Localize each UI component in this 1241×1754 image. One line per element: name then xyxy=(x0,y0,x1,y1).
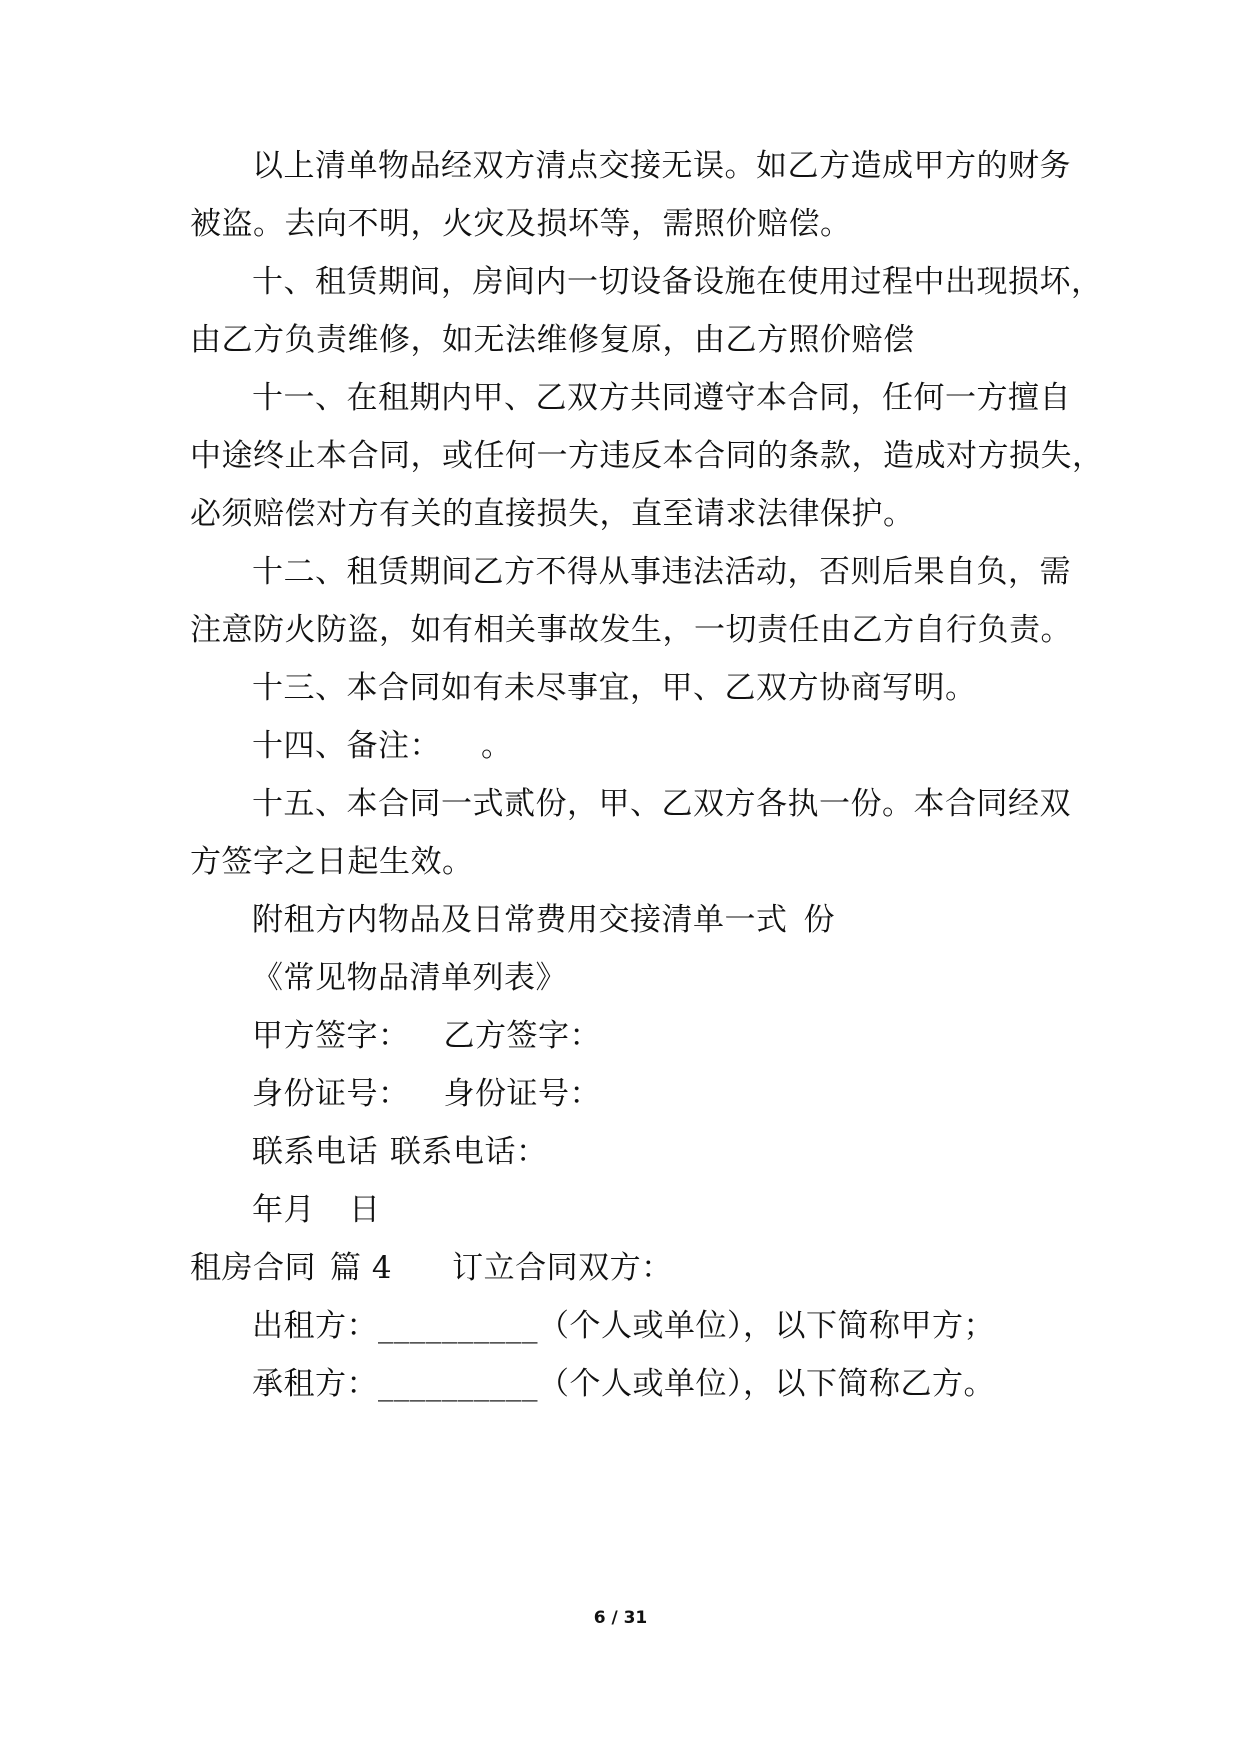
paragraph-line: 被盗。去向不明，火灾及损坏等，需照价赔偿。 xyxy=(190,206,852,242)
clause-12-line: 十二、租赁期间乙方不得从事违法活动，否则后果自负，需 xyxy=(252,554,1071,590)
lessee-description: （个人或单位），以下简称乙方。 xyxy=(538,1366,995,1402)
attachment-unit: 份 xyxy=(803,902,835,938)
clause-13-line: 十三、本合同如有未尽事宜，甲、乙双方协商写明。 xyxy=(252,670,977,706)
date-year-month: 年月 xyxy=(252,1192,315,1228)
lessor-blank: __________ xyxy=(378,1308,538,1344)
lessee-blank: __________ xyxy=(378,1366,538,1402)
clause-12-line: 注意防火防盗，如有相关事故发生，一切责任由乙方自行负责。 xyxy=(190,612,1072,648)
page-number: 6 / 31 xyxy=(593,1608,648,1628)
remarks-label: 十四、备注： xyxy=(252,728,441,764)
party-a-signature-label: 甲方签字： xyxy=(252,1018,410,1054)
date-line xyxy=(252,1190,381,1230)
party-b-phone-label: 联系电话： xyxy=(390,1134,548,1170)
clause-10-line: 由乙方负责维修，如无法维修复原，由乙方照价赔偿 xyxy=(190,322,915,358)
clause-15-line: 十五、本合同一式贰份，甲、乙双方各执一份。本合同经双 xyxy=(252,786,1071,822)
party-a-phone-label: 联系电话 xyxy=(252,1134,378,1170)
clause-11-line: 中途终止本合同，或任何一方违反本合同的条款，造成对方损失， xyxy=(190,438,1104,474)
lessee-label: 承租方： xyxy=(252,1366,378,1402)
contract-heading xyxy=(190,1248,673,1288)
signature-line xyxy=(252,1016,601,1056)
clause-11-line: 必须赔偿对方有关的直接损失，直至请求法律保护。 xyxy=(190,496,915,532)
party-b-signature-label: 乙方签字： xyxy=(443,1018,601,1054)
contract-title: 租房合同 xyxy=(190,1250,316,1286)
clause-14-line xyxy=(252,726,513,766)
lessor-description: （个人或单位），以下简称甲方； xyxy=(538,1308,995,1344)
party-b-id-label: 身份证号： xyxy=(443,1076,601,1112)
attachment-line xyxy=(252,900,835,940)
contract-section: 篇 4 xyxy=(330,1250,393,1286)
clause-10-line: 十、租赁期间，房间内一切设备设施在使用过程中出现损坏， xyxy=(252,264,1103,300)
party-a-id-label: 身份证号： xyxy=(252,1076,410,1112)
lessee-line xyxy=(252,1364,995,1404)
clause-11-line: 十一、在租期内甲、乙双方共同遵守本合同，任何一方擅自 xyxy=(252,380,1071,416)
lessor-label: 出租方： xyxy=(252,1308,378,1344)
phone-line xyxy=(252,1132,548,1172)
date-day: 日 xyxy=(349,1192,381,1228)
contract-parties-label: 订立合同双方： xyxy=(452,1250,673,1286)
paragraph-line: 以上清单物品经双方清点交接无误。如乙方造成甲方的财务 xyxy=(252,148,1071,184)
clause-15-line: 方签字之日起生效。 xyxy=(190,844,474,880)
item-list-title: 《常见物品清单列表》 xyxy=(252,960,567,996)
remarks-end: 。 xyxy=(481,728,513,764)
lessor-line xyxy=(252,1306,995,1346)
id-number-line xyxy=(252,1074,601,1114)
attachment-text: 附租方内物品及日常费用交接清单一式 xyxy=(252,902,788,938)
